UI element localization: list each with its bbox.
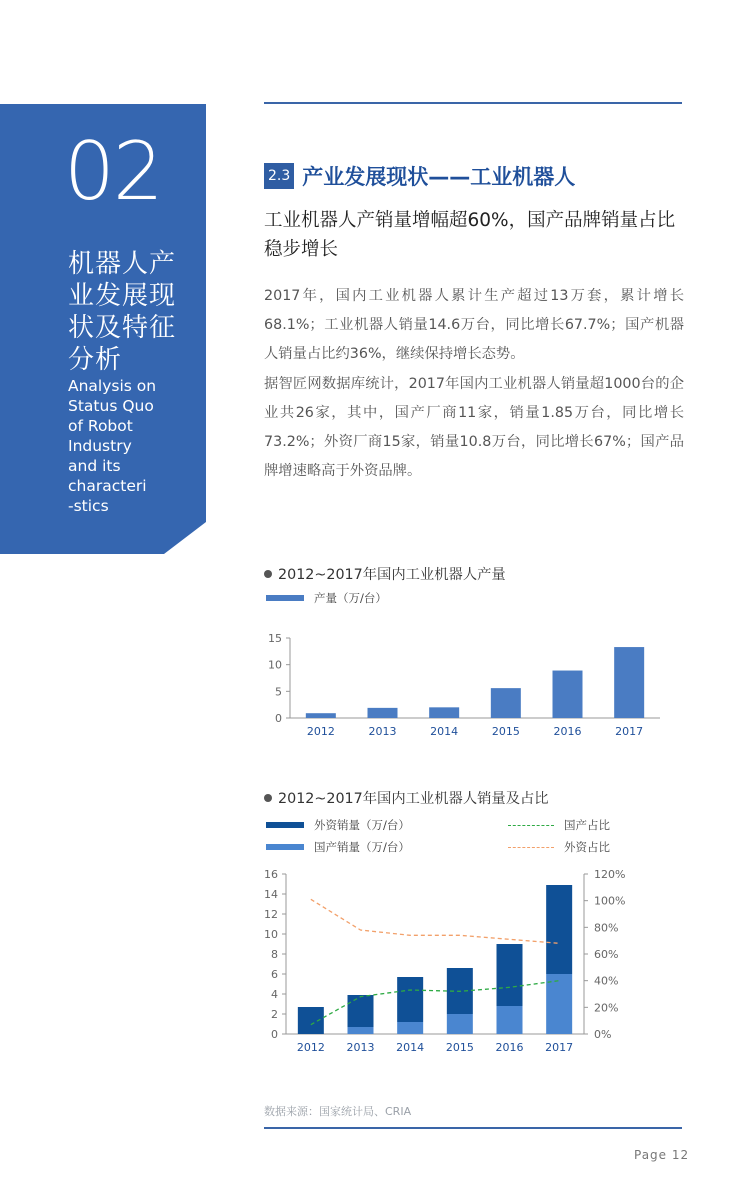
- chart2-sales-share-chart: [256, 864, 676, 1058]
- chapter-title-en-line: -stics: [68, 497, 109, 515]
- chart2-bar-domestic: [397, 1022, 423, 1034]
- chart1-y-tick-label: 0: [275, 712, 282, 725]
- chart2-y2-tick-label: 120%: [594, 868, 626, 881]
- body-paragraph: 据智匠网数据库统计，2017年国内工业机器人销量超1000台的企业共26家，其中，国产厂商11家，销量1.85万台，同比增长73.2%；外资厂商15家，销量10.8万台，同比增长67%；国产品牌增速略高于外资品牌。: [264, 376, 684, 479]
- chart2-y2-tick-label: 80%: [594, 921, 619, 935]
- top-rule: [264, 102, 682, 104]
- chapter-title-cn-line: 机器人产: [68, 249, 177, 279]
- legend-item-domestic-share: [508, 817, 610, 833]
- legend-label-foreign-sales: 外资销量（万/台）: [314, 818, 410, 832]
- chapter-number: 02: [64, 125, 162, 218]
- chart2-y-tick-label: 12: [264, 908, 278, 921]
- chart2-bar-foreign: [348, 995, 374, 1027]
- chart2-bar-foreign: [298, 1007, 324, 1034]
- chapter-title-en-line: of Robot: [68, 417, 133, 435]
- chart2-bar-domestic: [348, 1027, 374, 1034]
- source-note: 数据来源：国家统计局、CRIA: [264, 1105, 412, 1118]
- chapter-title-en-line: Status Quo: [68, 397, 154, 415]
- chart2-y-tick-label: 14: [264, 888, 278, 901]
- chart2-x-tick-label: 2015: [445, 1041, 474, 1054]
- legend-swatch-production: [266, 595, 304, 601]
- chapter-title-cn-line: 分析: [68, 345, 123, 375]
- chart1-y-tick-label: 15: [268, 632, 282, 645]
- chart1-x-tick-label: 2016: [553, 725, 582, 738]
- chart2-title: [264, 788, 549, 808]
- chart2-y-tick-label: 6: [271, 968, 278, 981]
- chart2-bar-foreign: [546, 885, 572, 974]
- chart2-x-tick-label: 2017: [545, 1041, 574, 1054]
- chart1-y-tick-label: 10: [268, 658, 282, 672]
- legend-label-domestic-sales: 国产销量（万/台）: [314, 840, 410, 854]
- chart1-bar: [491, 688, 521, 718]
- chapter-title-cn-line: 业发展现: [68, 281, 177, 311]
- chart1-bar: [614, 647, 644, 718]
- chart1-x-tick-label: 2013: [368, 725, 397, 738]
- legend-item-domestic-sales: [266, 839, 410, 855]
- chart1-x-tick-label: 2014: [430, 725, 459, 738]
- chart2-y-tick-label: 4: [271, 988, 278, 1001]
- chart2-title-text: 2012~2017年国内工业机器人销量及占比: [278, 791, 549, 807]
- chart2-y2-tick-label: 40%: [594, 974, 619, 988]
- chart2-y2-tick-label: 0%: [594, 1028, 612, 1041]
- chart2-y-tick-label: 16: [264, 868, 278, 881]
- section-title: 产业发展现状——工业机器人: [302, 165, 576, 189]
- chart1-x-tick-label: 2017: [615, 725, 644, 738]
- chart2-x-tick-label: 2016: [495, 1041, 524, 1054]
- chart2-y2-tick-label: 20%: [594, 1001, 619, 1015]
- chart1-title: [264, 564, 506, 584]
- legend-label-production: 产量（万/台）: [314, 591, 387, 605]
- legend-line-foreign-share: [508, 847, 554, 848]
- section-number-badge: 2.3: [264, 163, 294, 189]
- chart2-line-foreign-share: [311, 899, 559, 943]
- chart2-y2-tick-label: 60%: [594, 948, 619, 961]
- legend-item-foreign-share: [508, 839, 610, 855]
- chapter-title-cn: [68, 248, 188, 376]
- chart2-y-tick-label: 8: [271, 948, 278, 961]
- chart1-title-text: 2012~2017年国内工业机器人产量: [278, 567, 506, 583]
- chart2-y-tick-label: 0: [271, 1028, 278, 1041]
- chart2-bar-domestic: [447, 1014, 473, 1034]
- chart1-y-tick-label: 5: [275, 685, 282, 699]
- chart2-y-tick-label: 2: [271, 1008, 278, 1021]
- body-paragraph: 2017年，国内工业机器人累计生产超过13万套，累计增长68.1%；工业机器人销量14.6万台，同比增长67.7%；国产机器人销量占比约36%，继续保持增长态势。: [264, 288, 684, 362]
- chart2-y-tick-label: 10: [264, 928, 278, 941]
- chart1-x-tick-label: 2012: [306, 725, 335, 738]
- chapter-title-en-line: Analysis on: [68, 377, 157, 395]
- chapter-title-en-line: characteri: [68, 477, 147, 495]
- chart1-x-tick-label: 2015: [491, 725, 520, 738]
- chart2-bar-foreign: [497, 944, 523, 1006]
- chart1-bar: [306, 713, 336, 718]
- chart2-x-tick-label: 2012: [296, 1041, 325, 1054]
- chart1-bar: [368, 708, 398, 718]
- chart1-bar: [429, 707, 459, 718]
- section-heading: [264, 162, 575, 190]
- legend-label-domestic-share: 国产占比: [564, 818, 610, 832]
- chapter-title-en-line: and its: [68, 457, 121, 475]
- chart2-x-tick-label: 2013: [346, 1041, 375, 1054]
- legend-swatch-domestic-sales: [266, 844, 304, 850]
- chapter-title-en: [68, 376, 188, 516]
- chart2-bar-foreign: [397, 977, 423, 1022]
- chapter-title-en-line: Industry: [68, 437, 132, 455]
- bullet-dot-icon: [264, 570, 272, 578]
- chart2-bar-domestic: [546, 974, 572, 1034]
- chapter-title-cn-line: 状及特征: [68, 313, 177, 343]
- page-number: Page 12: [634, 1148, 690, 1162]
- chart1-legend: [266, 590, 387, 606]
- subheading: 工业机器人产销量增幅超60%，国产品牌销量占比稳步增长: [264, 210, 676, 260]
- chart1-production-bar-chart: [256, 624, 676, 744]
- chart2-x-tick-label: 2014: [396, 1041, 425, 1054]
- bottom-rule: [264, 1127, 682, 1129]
- chart2-bar-domestic: [497, 1006, 523, 1034]
- legend-label-foreign-share: 外资占比: [564, 840, 610, 854]
- chapter-side-panel: [0, 104, 206, 554]
- bullet-dot-icon: [264, 794, 272, 802]
- legend-item-foreign-sales: [266, 817, 410, 833]
- legend-swatch-foreign-sales: [266, 822, 304, 828]
- legend-line-domestic-share: [508, 825, 554, 826]
- chart2-y2-tick-label: 100%: [594, 894, 626, 908]
- chart1-bar: [553, 671, 583, 718]
